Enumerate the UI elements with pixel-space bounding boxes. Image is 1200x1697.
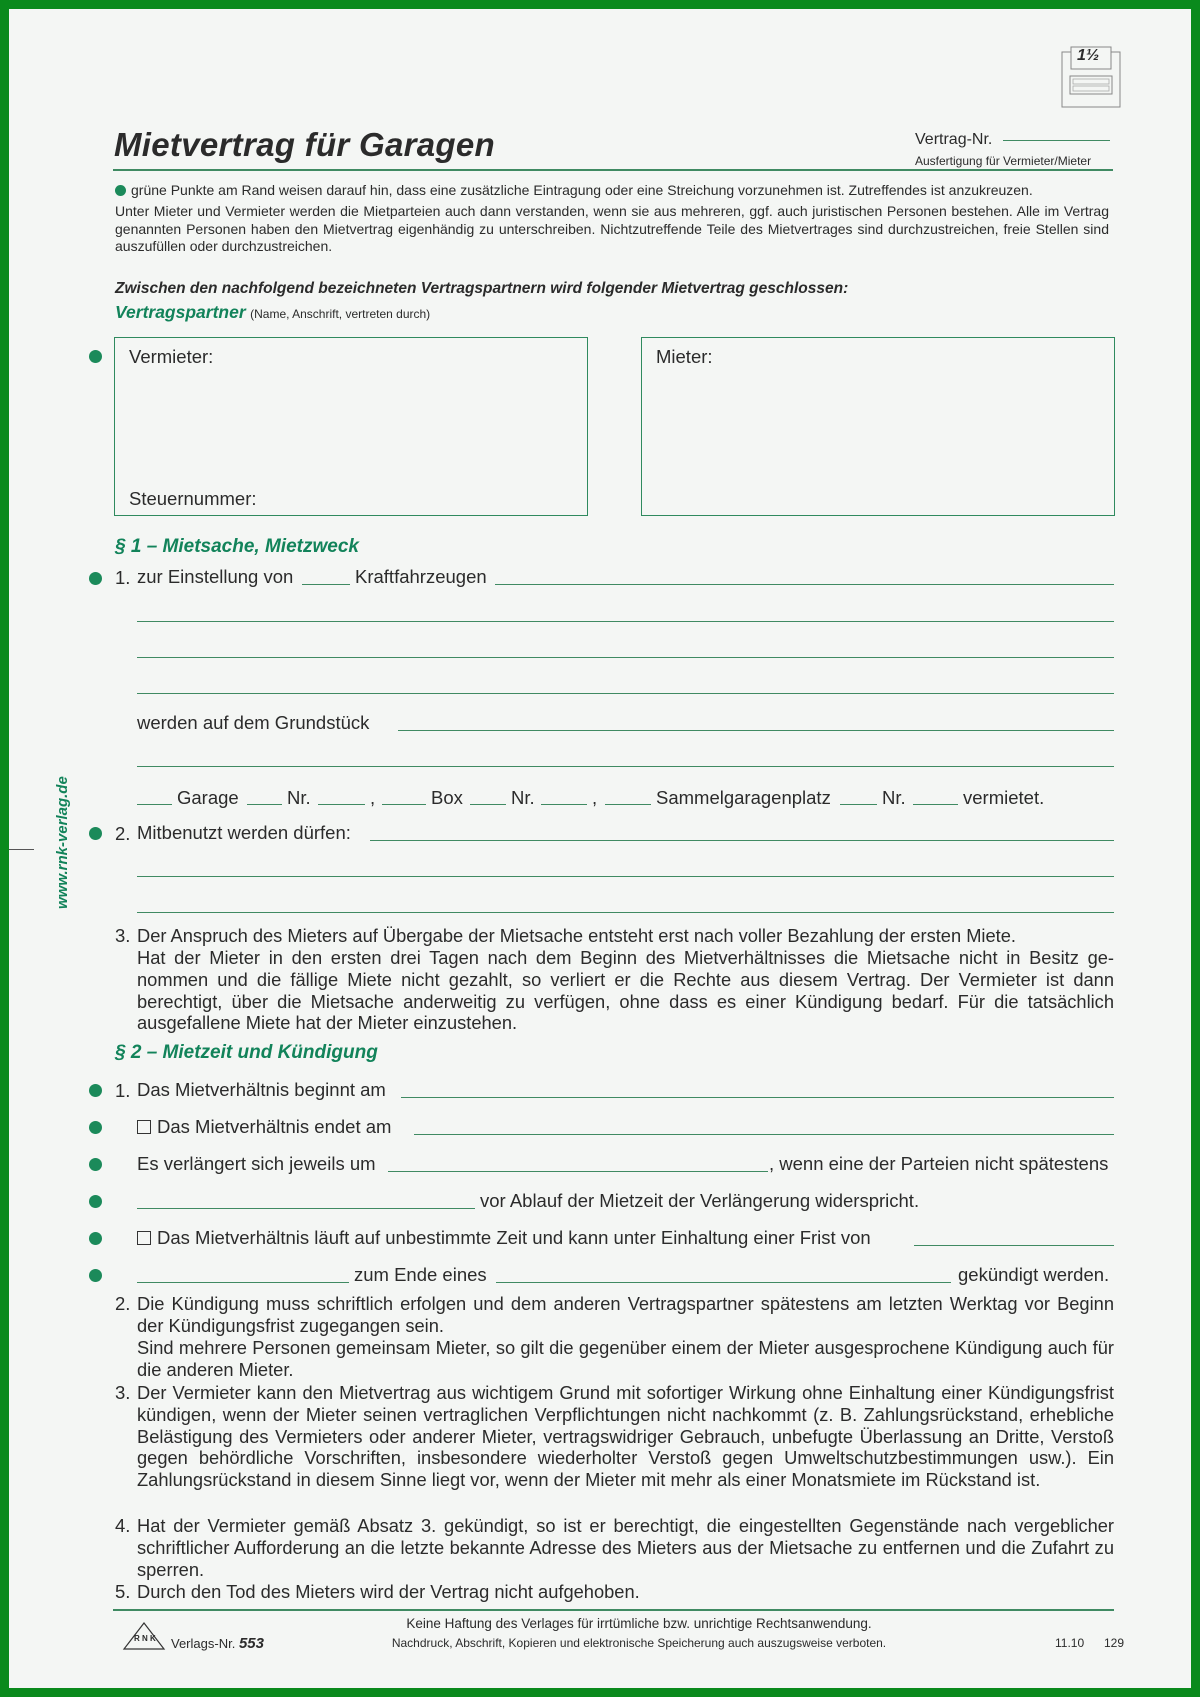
extend-label-b: , wenn eine der Parteien nicht spätestens <box>769 1153 1109 1174</box>
fold-mark <box>9 849 34 850</box>
publisher-label: Verlags-Nr. <box>171 1636 236 1651</box>
section-2-heading: § 2 – Mietzeit und Kündigung <box>115 1042 378 1063</box>
extend-label-a: Es verlängert sich jeweils um <box>137 1153 376 1174</box>
landlord-label: Vermieter: <box>129 346 214 367</box>
contract-no-field[interactable] <box>1003 140 1110 141</box>
s1-item2-number: 2. <box>115 823 131 844</box>
s2-indefinite-dot-icon <box>89 1232 102 1245</box>
liability-note: Keine Haftung des Verlages für irrtümliche bzw. unrichtige Rechtsanwendung. <box>406 1616 872 1631</box>
garage-nr-label: Nr. <box>287 787 311 808</box>
tenant-box[interactable] <box>641 337 1115 516</box>
notice-period-field[interactable] <box>914 1245 1114 1246</box>
box-label: Box <box>431 787 463 808</box>
notice-unit-field[interactable] <box>496 1282 951 1283</box>
collective-nr-field[interactable] <box>913 804 958 805</box>
s2-item3-text: Der Vermieter kann den Mietvertrag aus wichtigem Grund mit sofortiger Wirkung ohne Einhaltung einer Kündigungsfrist kündigen, wenn der Mieter seinen vertraglichen Verpflichtungen nicht nachkommt (z. B. Zahlungsrückstand, erhebliche Belästigung des Vermieters oder anderer Mieter, vertragswidriger Gebrauch, unbefugte Überlassung an Dritte, Verstoß gegen behördliche Vorschriften, insbesondere wiederholter Verstoß gegen Umweltschutzbestimmungen usw.). Ein Zahlungsrückstand in diesem Sinne liegt vor, wenn der Mieter mit mehr als einer Monatsmiete im Rückstand ist. <box>137 1382 1114 1491</box>
vehicle-description-field-2[interactable] <box>137 621 1114 622</box>
s2-begin-dot-icon <box>89 1084 102 1097</box>
s1-item1-text-b: Kraftfahrzeugen <box>355 566 487 587</box>
s2-endof-dot-icon <box>89 1269 102 1282</box>
publisher-number <box>171 1635 264 1652</box>
property-field-1[interactable] <box>398 730 1114 731</box>
shared-use-field-1[interactable] <box>370 840 1114 841</box>
s2-objection-dot-icon <box>89 1195 102 1208</box>
vehicle-description-field-3[interactable] <box>137 657 1114 658</box>
s2-item4-text: Hat der Vermieter gemäß Absatz 3. gekündigt, so ist er berechtigt, die eingestellten Gegenstände nach vergeblicher schriftlicher Aufforderung an die letzte bekannte Adresse des Mieters aus der Mietsache zu entfernen und die Zufahrt zu sperren. <box>137 1515 1114 1580</box>
s2-item5-text: Durch den Tod des Mieters wird der Vertrag nicht aufgehoben. <box>137 1581 640 1602</box>
side-url: www.rnk-verlag.de <box>54 776 71 909</box>
end-row <box>137 1117 391 1137</box>
rented-label: vermietet. <box>963 787 1045 808</box>
intro-parties-text: Unter Mieter und Vermieter werden die Mietparteien auch dann verstanden, wenn sie aus mehreren, ggf. auch juristischen Personen bestehen. Alle im Vertrag genannten Personen haben den Mietvertrag eigenhändig zu unterschreiben. Nichtzutreffende Teile des Mietvertrages sind durchzustreichen, freie Stellen sind auszufüllen oder durchzustreichen. <box>115 203 1109 254</box>
s2-end-dot-icon <box>89 1121 102 1134</box>
page-title: Mietvertrag für Garagen <box>114 126 496 163</box>
shared-use-field-2[interactable] <box>137 876 1114 877</box>
garage-nr-field[interactable] <box>318 804 365 805</box>
property-field-2[interactable] <box>137 766 1114 767</box>
s1-item1-dot-icon <box>89 572 102 585</box>
footer-rule <box>113 1609 1114 1611</box>
publisher-no: 553 <box>238 1635 264 1652</box>
collective-nr-label: Nr. <box>882 787 906 808</box>
tenant-label: Mieter: <box>656 346 713 367</box>
rnk-logo-text: R N K <box>134 1634 156 1643</box>
end-label: Das Mietverhältnis endet am <box>157 1116 392 1137</box>
box-nr-label: Nr. <box>511 787 535 808</box>
s2-item4-number: 4. <box>115 1515 131 1536</box>
s1-item3-number: 3. <box>115 925 131 946</box>
s2-item3-number: 3. <box>115 1382 131 1403</box>
s2-extend-dot-icon <box>89 1158 102 1171</box>
title-rule <box>113 169 1113 171</box>
indefinite-label: Das Mietverhältnis läuft auf unbestimmte Zeit und kann unter Einhaltung einer Frist von <box>157 1227 871 1248</box>
box-comma: , <box>592 787 598 808</box>
vehicle-count-field[interactable] <box>302 584 350 585</box>
s1-item1-text-c: werden auf dem Grundstück <box>137 712 370 733</box>
s2-item2-text-b: Sind mehrere Personen gemeinsam Mieter, so gilt die gegenüber einem der Mieter ausgesprochene Kündigung auch für die anderen Mieter. <box>137 1337 1114 1380</box>
vehicle-description-field-4[interactable] <box>137 693 1114 694</box>
partners-note: (Name, Anschrift, vertreten durch) <box>250 307 431 321</box>
begin-date-field[interactable] <box>401 1097 1114 1098</box>
copy-note: Ausfertigung für Vermieter/Mieter <box>915 154 1092 168</box>
collective-count-field[interactable] <box>605 804 651 805</box>
s2-item2-number: 2. <box>115 1293 131 1314</box>
objection-period-field[interactable] <box>137 1208 475 1209</box>
before-end-label: vor Ablauf der Mietzeit der Verlängerung widerspricht. <box>480 1190 920 1211</box>
terminated-label: gekündigt werden. <box>958 1264 1110 1285</box>
indefinite-row <box>137 1228 871 1248</box>
intro-dot-icon <box>115 185 126 196</box>
collective-nr-count-field[interactable] <box>840 804 877 805</box>
s1-item2-text: Mitbenutzt werden dürfen: <box>137 822 351 843</box>
box-nr-field[interactable] <box>541 804 587 805</box>
s2-item5-number: 5. <box>115 1581 131 1602</box>
end-checkbox[interactable] <box>137 1120 151 1134</box>
landlord-dot-icon <box>89 350 102 363</box>
copyright-note: Nachdruck, Abschrift, Kopieren und elektronische Speicherung auch auszugsweise verboten. <box>391 1636 887 1650</box>
contract-no-label: Vertrag-Nr. <box>915 131 993 148</box>
s2-item2-text-a: Die Kündigung muss schriftlich erfolgen und dem anderen Vertragspartner spätestens am letzten Werktag vor Beginn der Kündigungsfrist zugegangen sein. <box>137 1293 1114 1336</box>
garage-comma: , <box>370 787 376 808</box>
section-1-heading: § 1 – Mietsache, Mietzweck <box>115 536 359 557</box>
tax-number-label: Steuernummer: <box>129 488 257 509</box>
footer-page-no: 129 <box>1104 1636 1125 1650</box>
intro-dots-text: grüne Punkte am Rand weisen darauf hin, dass eine zusätzliche Eintragung oder eine Streichung vorzunehmen ist. Zutreffendes ist anzukreuzen. <box>131 182 1033 198</box>
box-nr-count-field[interactable] <box>470 804 506 805</box>
garage-nr-count-field[interactable] <box>247 804 282 805</box>
between-statement: Zwischen den nachfolgend bezeichneten Vertragspartnern wird folgender Mietvertrag geschlossen: <box>115 280 849 297</box>
s1-item1-number: 1. <box>115 567 131 588</box>
s2-item1-number: 1. <box>115 1080 131 1101</box>
notice-length-field[interactable] <box>137 1282 349 1283</box>
garage-count-field[interactable] <box>137 804 172 805</box>
s1-item3-text-b: Hat der Mieter in den ersten drei Tagen nach dem Beginn des Mietverhältnisses die Mietsache nicht in Besitz genommen und die fällige Miete nicht gezahlt, so verliert er die Rechte aus diesem Vertrag. Der Vermieter ist dann berechtigt, über die Mietsache anderweitig zu verfügen, ohne dass es einer Kündigung bedarf. Für die tatsächlich ausgefallene Miete hat der Mieter einzustehen. <box>137 947 1114 1034</box>
partners-heading-text: Vertragspartner <box>115 302 246 322</box>
s1-item1-text-a: zur Einstellung von <box>137 566 294 587</box>
begin-label: Das Mietverhältnis beginnt am <box>137 1079 386 1100</box>
garage-label: Garage <box>177 787 239 808</box>
end-date-field[interactable] <box>414 1134 1114 1135</box>
copy-mark: 1½ <box>1077 47 1100 64</box>
copy-count-icon <box>1061 46 1121 108</box>
collective-garage-label: Sammelgaragenplatz <box>656 787 831 808</box>
indefinite-checkbox[interactable] <box>137 1231 151 1245</box>
shared-use-field-3[interactable] <box>137 912 1114 913</box>
footer-date: 11.10 <box>1055 1636 1085 1650</box>
extension-period-field[interactable] <box>388 1171 768 1172</box>
box-count-field[interactable] <box>382 804 426 805</box>
partners-heading <box>115 302 430 323</box>
s1-item2-dot-icon <box>89 827 102 840</box>
end-of-label: zum Ende eines <box>354 1264 487 1285</box>
vehicle-description-field-1[interactable] <box>495 584 1114 585</box>
s1-item3-text: Der Anspruch des Mieters auf Übergabe der Mietsache entsteht erst nach voller Bezahlung der ersten Miete. <box>137 925 1016 946</box>
rnk-logo-icon <box>122 1621 166 1651</box>
landlord-box[interactable] <box>114 337 588 516</box>
